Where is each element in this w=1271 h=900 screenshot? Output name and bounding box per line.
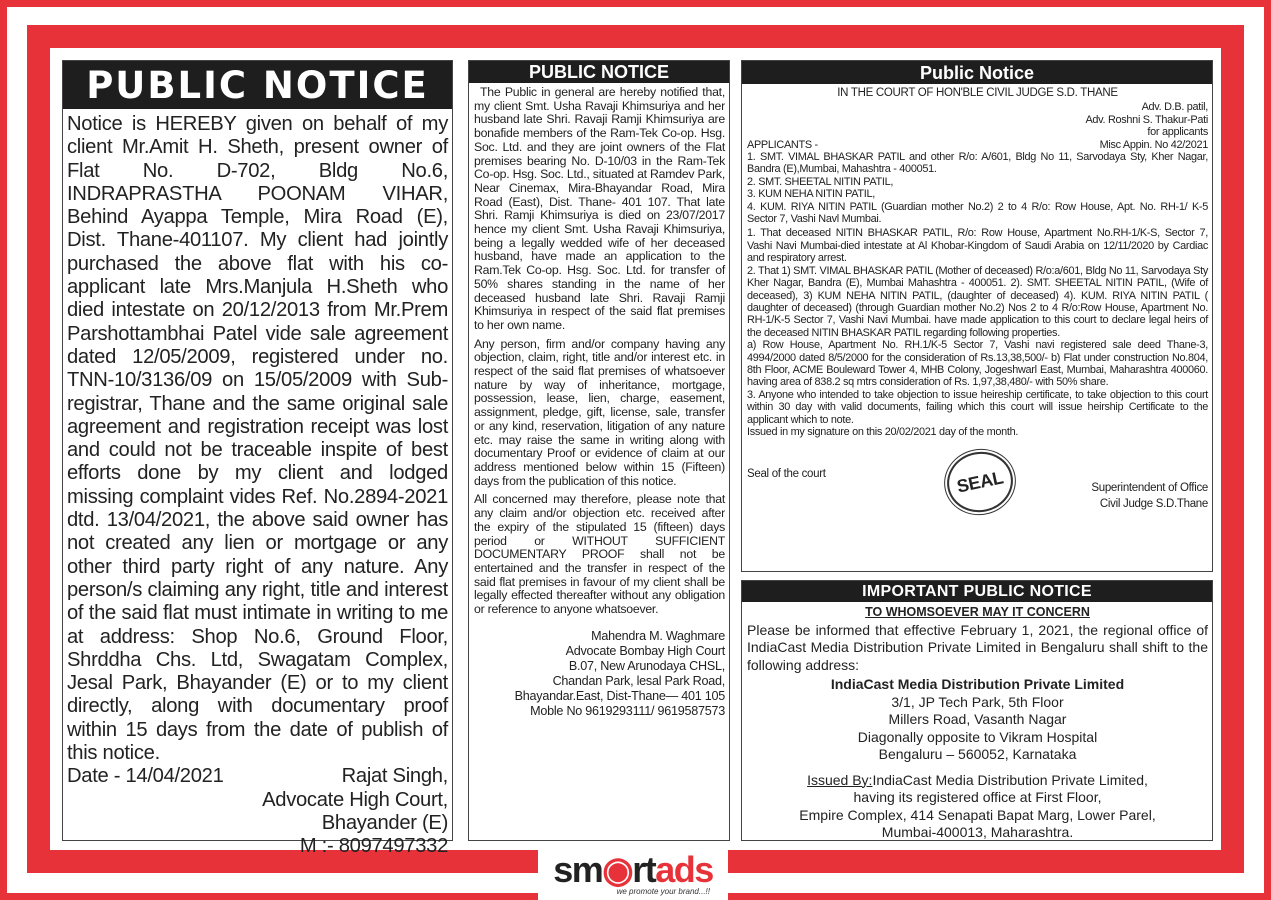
logo-part: sm	[553, 848, 603, 890]
issued-by	[747, 772, 1208, 842]
signature-block	[262, 765, 448, 858]
court-seal-stamp: SEAL	[941, 446, 1018, 518]
issued-line: IndiaCast Media Distribution Private Limited,	[872, 771, 1148, 788]
court-notice	[741, 60, 1213, 572]
issued-line: Empire Complex, 414 Senapati Bapat Marg, Lower Parel,	[799, 806, 1156, 823]
notice-intro: Please be informed that effective February 1, 2021, the regional office of IndiaCast Media Distribution Private Limited in Bengaluru shall shift to the following address:	[747, 621, 1208, 673]
address-line: Diagonally opposite to Vikram Hospital	[857, 728, 1098, 745]
advocate-line: Adv. D.B. patil,	[1141, 101, 1208, 114]
film-reel-icon: ◉	[602, 848, 633, 890]
misc-application-no: Misc Appin. No 42/2021	[1099, 138, 1208, 151]
advocate-line: for applicants	[1147, 126, 1208, 139]
logo-tagline: we promote your brand...!!	[616, 886, 710, 896]
signature-line: B.07, New Arunodaya CHSL,	[568, 658, 725, 673]
issued-line: Mumbai-400013, Maharashtra.	[881, 824, 1074, 840]
company-name: IndiaCast Media Distribution Private Limited	[830, 676, 1125, 692]
notice-subtitle: TO WHOMSOEVER MAY IT CONCERN	[865, 605, 1090, 619]
new-address	[747, 676, 1208, 764]
notice-title: PUBLIC NOTICE	[63, 61, 452, 109]
issued-by-label: Issued By:	[807, 771, 873, 788]
indiacast-notice	[741, 580, 1213, 841]
notice-amit-sheth	[62, 60, 453, 858]
smartads-logo	[538, 848, 728, 900]
court-line: 4. KUM. RIYA NITIN PATIL (Guardian mother No.2) 2 to 4 R/o: Row House, Apt. No. RH-1/ K-5 Sector 7, Vashi Navl Mumbai.	[747, 200, 1208, 226]
court-line: Issued in my signature on this 20/02/2021 day of the month.	[747, 425, 1019, 438]
signature-line: Moble No 9619293111/ 9619587573	[530, 703, 725, 718]
signature-line: Bhayandar.East, Dist-Thane— 401 105	[514, 688, 725, 703]
signature-line: Mahendra M. Waghmare	[591, 628, 725, 643]
notice-paragraph: All concerned may therefore, please note that any claim and/or objection etc. received after the expiry of the stipulated 15 (fifteen) days period or WITHOUT SUFFICIENT DOCUMENTARY PROOF shall not be entertained and the transfer in respect of the said flat premises in favour of my client shall be legally effected thereafter without any obligation or reference to anyone whatsoever.	[474, 492, 725, 617]
court-line: 2. SMT. SHEETAL NITIN PATIL,	[747, 175, 894, 188]
applicants-label: APPLICANTS -	[747, 138, 818, 151]
notice-paragraph: Any person, firm and/or company having any objection, claim, right, title and/or interest etc. in respect of the said flat premises of whatsoever nature by way of inheritance, mortgage, possession, lease, lien, charge, easement, assignment, pledge, gift, license, sale, transfer or any kind, reservation, litigation of any nature etc. may raise the same in writing along with documentary Proof or evidence of claim at our address mentioned below within 15 (Fifteen) days from the publication of this notice.	[474, 336, 725, 488]
address-line: Bengaluru – 560052, Karnataka	[878, 746, 1077, 762]
seal-label: Seal of the court	[747, 468, 826, 481]
signature-line: Advocate Bombay High Court	[565, 643, 725, 658]
signature-line: Advocate High Court,	[262, 788, 448, 811]
court-line: 3. KUM NEHA NITIN PATIL,	[747, 188, 875, 201]
notice-khimsuriya	[468, 60, 730, 841]
notice-title: Public Notice	[742, 61, 1212, 84]
address-line: Millers Road, Vasanth Nagar	[888, 711, 1067, 727]
signature-line: Rajat Singh,	[341, 765, 448, 788]
court-line: 1. That deceased NITIN BHASKAR PATIL, R/o: Row House, Apartment No.RH-1/K-S, Sector 7, Vashi Navi Mumbai-died intestate at Al Khobar-Kingdom of Saudi Arabia on 12/11/2020 by Cardiac and respiratory arrest.	[747, 227, 1208, 265]
address-line: 3/1, JP Tech Park, 5th Floor	[891, 693, 1064, 710]
court-line: 1. SMT. VIMAL BHASKAR PATIL and other R/o: A/601, Bldg No 11, Sarvodaya Sty, Kher Nagar, Bandra (E),Mumbai, Mahashtra - 400051.	[747, 151, 1208, 176]
signatory	[1091, 480, 1208, 512]
notice-body: Notice is HEREBY given on behalf of my client Mr.Amit H. Sheth, present owner of Flat No. D-702, Bldg No.6, INDRAPRASTHA POONAM VIHAR, Behind Ayappa Temple, Mira Road (E), Dist. Thane-401107. My client had jointly purchased the above flat with his co-applicant late Mrs.Manjula H.Sheth who died intestate on 20/12/2013 from Mr.Prem Parshottambhai Patel vide sale agreement dated 12/05/2009, registered under no. TNN-10/3136/09 on 15/05/2009 with Sub-registrar, Thane and the same original sale agreement and registration receipt was lost and could not be traceable inspite of best efforts done by my client and lodged missing complaint vides Ref. No.2894-2021 dtd. 13/04/2021, the above said owner has not created any lien or mortgage or any other third party right of any nature. Any person/s claiming any right, title and interest of the said flat must intimate in writing to me at address: Shop No.6, Ground Floor, Shrddha Chs. Ltd, Swagatam Complex, Jesal Park, Bhayander (E) or to my client directly, along with documentary proof within 15 days from the date of publish of this notice.	[67, 113, 448, 765]
court-line: 3. Anyone who intended to take objection to issue heireship certificate, to take objection to this court within 30 day with valid documents, failing which this court will issue heirship Certificate to the applicant which to note.	[747, 388, 1208, 426]
notice-title: PUBLIC NOTICE	[469, 61, 729, 83]
notice-title: IMPORTANT PUBLIC NOTICE	[742, 581, 1212, 602]
signatory-line: Superintendent of Office	[1091, 482, 1208, 495]
signature-line: M :- 8097497332	[299, 835, 448, 858]
signature-line: Chandan Park, lesal Park Road,	[552, 673, 725, 688]
advocate-line: Adv. Roshni S. Thakur-Pati	[1085, 113, 1208, 126]
court-line: a) Row House, Apartment No. RH.1/K-5 Sector 7, Vashi navi registered sale deed Thane-3, 4994/2000 dated 8/5/2000 for the consideration of Rs.13,38,500/- b) Flat under construction No.804, 8th Floor, ACME Bouleward Tower 4, MHB Colony, Jogeshwarl East, Mumbai, Maharashtra 400060. having area of 838.2 sq mtrs consideration of Rs. 1,97,38,480/- with 50% share.	[747, 339, 1208, 389]
signatory-line: Civil Judge S.D.Thane	[1099, 498, 1208, 511]
logo-part: rt	[632, 848, 656, 890]
court-name: IN THE COURT OF HON'BLE CIVIL JUDGE S.D. THANE	[837, 87, 1118, 99]
notice-date: Date - 14/04/2021	[67, 765, 224, 788]
logo-part: ads	[655, 848, 713, 890]
issued-line: having its registered office at First Floor,	[853, 789, 1102, 805]
signature-block	[474, 629, 725, 719]
signature-line: Bhayander (E)	[321, 811, 448, 834]
notice-paragraph: The Public in general are hereby notified that, my client Smt. Usha Ravaji Khimsuriya and her husband late Shri. Ravaji Ramji Khimsuriya are bonafide members of the Ram-Tek Co-op. Hsg. Soc. Ltd. and they are joint owners of the Flat premises bearing No. D-10/03 in the Ram-Tek Co-op. Hsg. Soc. Ltd., situated at Ramdev Park, Near Cinemax, Mira-Bhayandar Road, Mira Road (East), Dist. Thane- 401 107. That late Shri. Ramji Khimsuriya is died on 23/07/2017 hence my client Smt. Usha Ravaji Khimsuriya, being a legally wedded wife of her deceased husband, have made an application to the Ram.Tek Co-op. Hsg. Soc. Ltd. for transfer of 50% shares standing in the name of her deceased husband late Shri. Ravaji Ramji Khimsuriya in respect of the said flat premises to her own name.	[474, 85, 725, 332]
court-line: 2. That 1) SMT. VIMAL BHASKAR PATIL (Mother of deceased) R/o:a/601, Bldg No 11, Sarvodaya Sty Kher Nagar, Bandra (E), Mumbai Mahashtra - 400051. 2). SMT. SHEETAL NITIN PATIL, (Wife of deceased), 3) KUM NEHA NITIN PATIL, (daughter of deceased) 4). KUM. RIYA NITIN PATIL ( daughter of deceased) (through Guardian mother No.2) Nos 2 to 4 R/o:Row House, Apartment No. RH-1/K-5 Sector 7, Vashi Navi Mumbai. have made application to this court to declare legal heirs of the deceased NITIN BHASKAR PATIL regarding following properties.	[747, 264, 1208, 339]
